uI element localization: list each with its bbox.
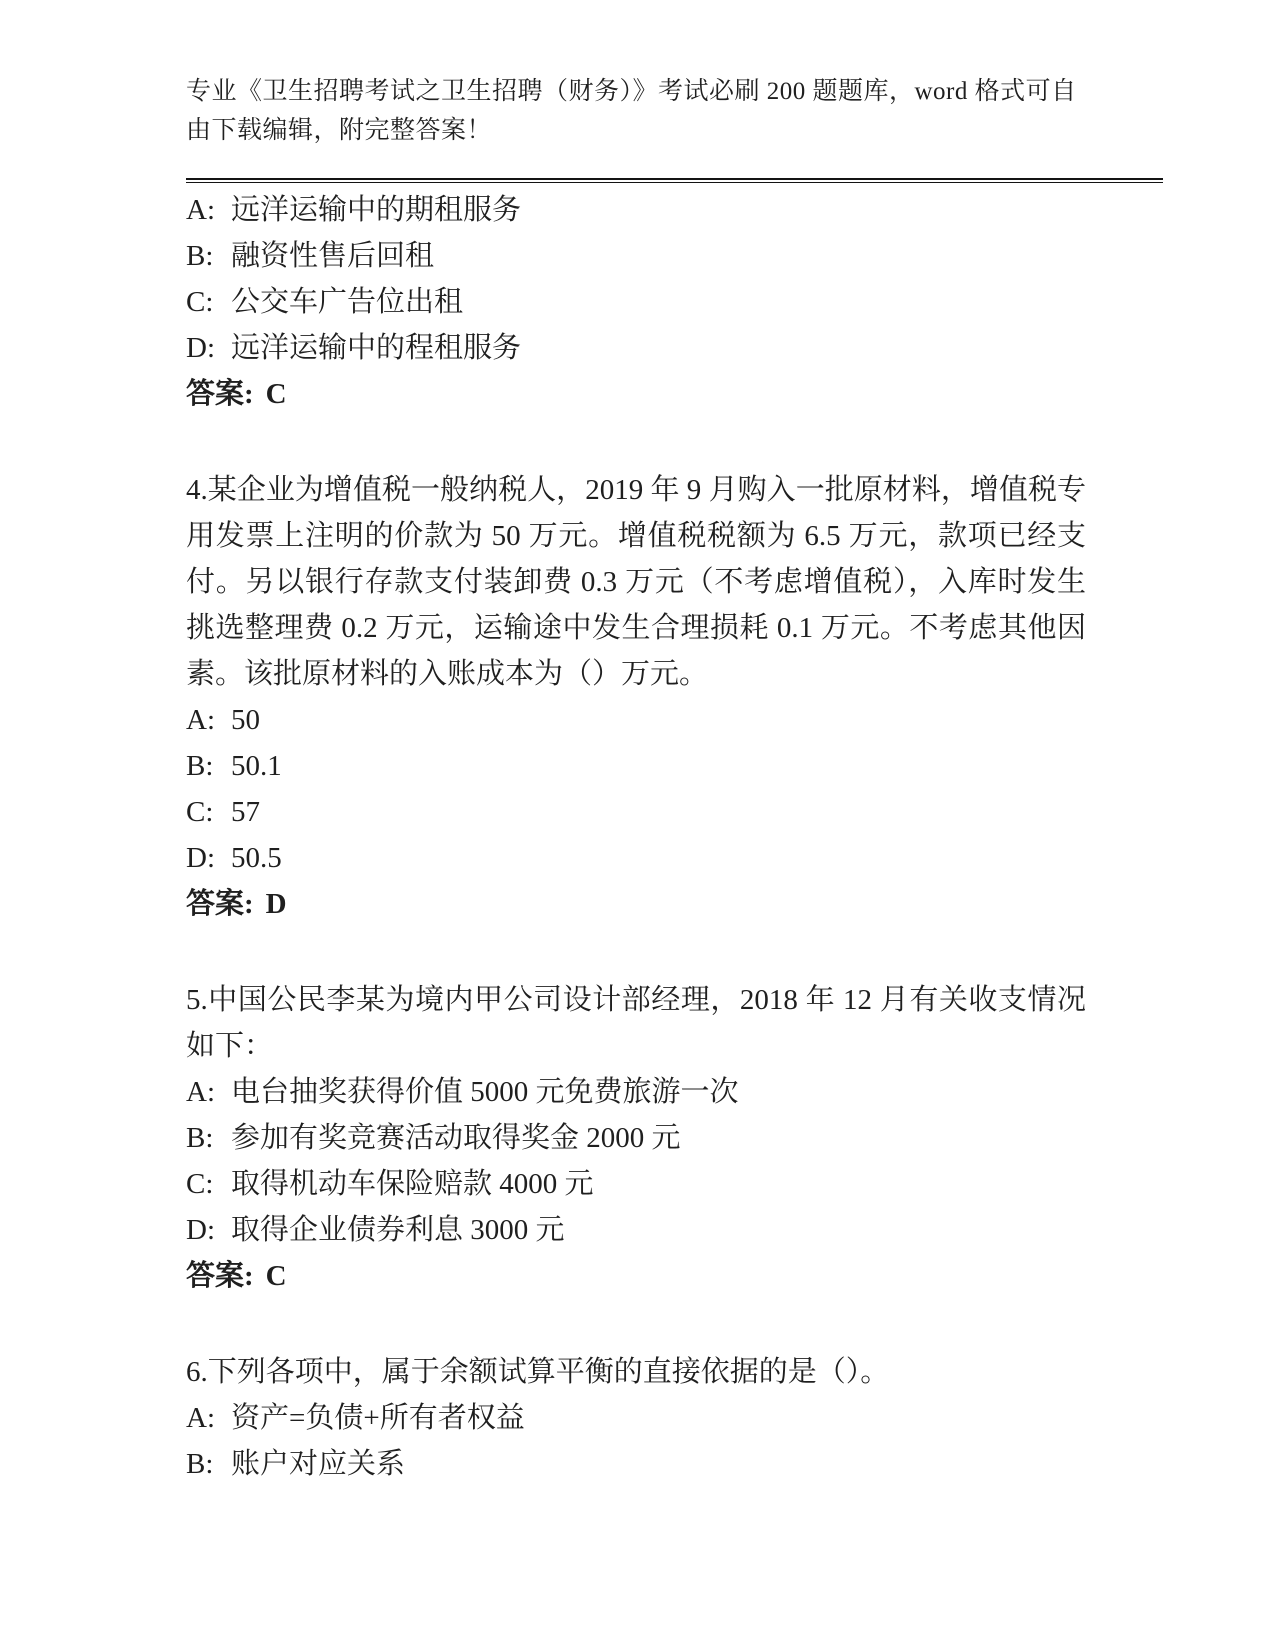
answer-value: C <box>265 1260 287 1292</box>
option-text: 融资性售后回租 <box>231 240 435 272</box>
option-row <box>186 1161 1163 1207</box>
option-text: 资产=负债+所有者权益 <box>231 1402 525 1434</box>
option-row <box>186 279 1163 325</box>
option-letter: B: <box>186 240 214 272</box>
option-row <box>186 789 1163 835</box>
option-text: 远洋运输中的期租服务 <box>231 194 522 226</box>
option-letter: B: <box>186 750 214 782</box>
option-text: 参加有奖竞赛活动取得奖金 2000 元 <box>231 1122 681 1154</box>
option-row <box>186 325 1163 371</box>
option-text: 50 <box>231 704 260 736</box>
question-text: 5.中国公民李某为境内甲公司设计部经理，2018 年 12 月有关收支情况如下： <box>186 984 1086 1062</box>
option-letter: C: <box>186 286 214 318</box>
document-body <box>186 183 1163 1487</box>
option-row <box>186 1207 1163 1253</box>
option-row <box>186 233 1163 279</box>
option-letter: A: <box>186 1402 215 1434</box>
question-block-6 <box>186 1349 1163 1487</box>
option-row <box>186 835 1163 881</box>
option-row <box>186 1395 1163 1441</box>
question-text: 6.下列各项中，属于余额试算平衡的直接依据的是（）。 <box>186 1356 890 1388</box>
option-row <box>186 1069 1163 1115</box>
option-text: 57 <box>231 796 260 828</box>
option-text: 取得企业债券利息 3000 元 <box>231 1214 565 1246</box>
option-letter: A: <box>186 194 215 226</box>
option-letter: A: <box>186 1076 215 1108</box>
question-block-5 <box>186 977 1163 1299</box>
option-letter: D: <box>186 332 215 364</box>
option-letter: C: <box>186 1168 214 1200</box>
answer-value: C <box>265 378 287 410</box>
option-text: 账户对应关系 <box>231 1448 406 1480</box>
option-row <box>186 1115 1163 1161</box>
answer-label: 答案: <box>186 888 254 920</box>
option-text: 50.1 <box>231 750 282 782</box>
option-text: 取得机动车保险赔款 4000 元 <box>231 1168 594 1200</box>
question-block-4 <box>186 467 1163 927</box>
option-text: 50.5 <box>231 842 282 874</box>
option-letter: A: <box>186 704 215 736</box>
answer-row <box>186 881 1163 927</box>
header-title: 专业《卫生招聘考试之卫生招聘（财务）》考试必刷 200 题题库，word 格式可自由下载编辑，附完整答案！ <box>186 78 1077 144</box>
option-letter: B: <box>186 1448 214 1480</box>
option-letter: B: <box>186 1122 214 1154</box>
option-text: 电台抽奖获得价值 5000 元免费旅游一次 <box>231 1076 739 1108</box>
answer-label: 答案: <box>186 378 254 410</box>
answer-row <box>186 371 1163 417</box>
option-row <box>186 187 1163 233</box>
option-letter: D: <box>186 1214 215 1246</box>
option-row <box>186 743 1163 789</box>
option-text: 公交车广告位出租 <box>231 286 464 318</box>
document-header <box>186 0 1163 183</box>
question-text: 4.某企业为增值税一般纳税人，2019 年 9 月购入一批原材料，增值税专用发票上注明的价款为 50 万元。增值税税额为 6.5 万元，款项已经支付。另以银行存款支付装卸费 0.3 万元（不考虑增值税），入库时发生挑选整理费 0.2 万元，运输途中发生合理损耗 0.1 万元。不考虑其他因素。该批原材料的入账成本为（）万元。 <box>186 474 1086 690</box>
option-text: 远洋运输中的程租服务 <box>231 332 522 364</box>
option-letter: D: <box>186 842 215 874</box>
option-row <box>186 697 1163 743</box>
question-block-3 <box>186 187 1163 417</box>
option-row <box>186 1441 1163 1487</box>
answer-row <box>186 1253 1163 1299</box>
answer-value: D <box>265 888 287 920</box>
answer-label: 答案: <box>186 1260 254 1292</box>
option-letter: C: <box>186 796 214 828</box>
